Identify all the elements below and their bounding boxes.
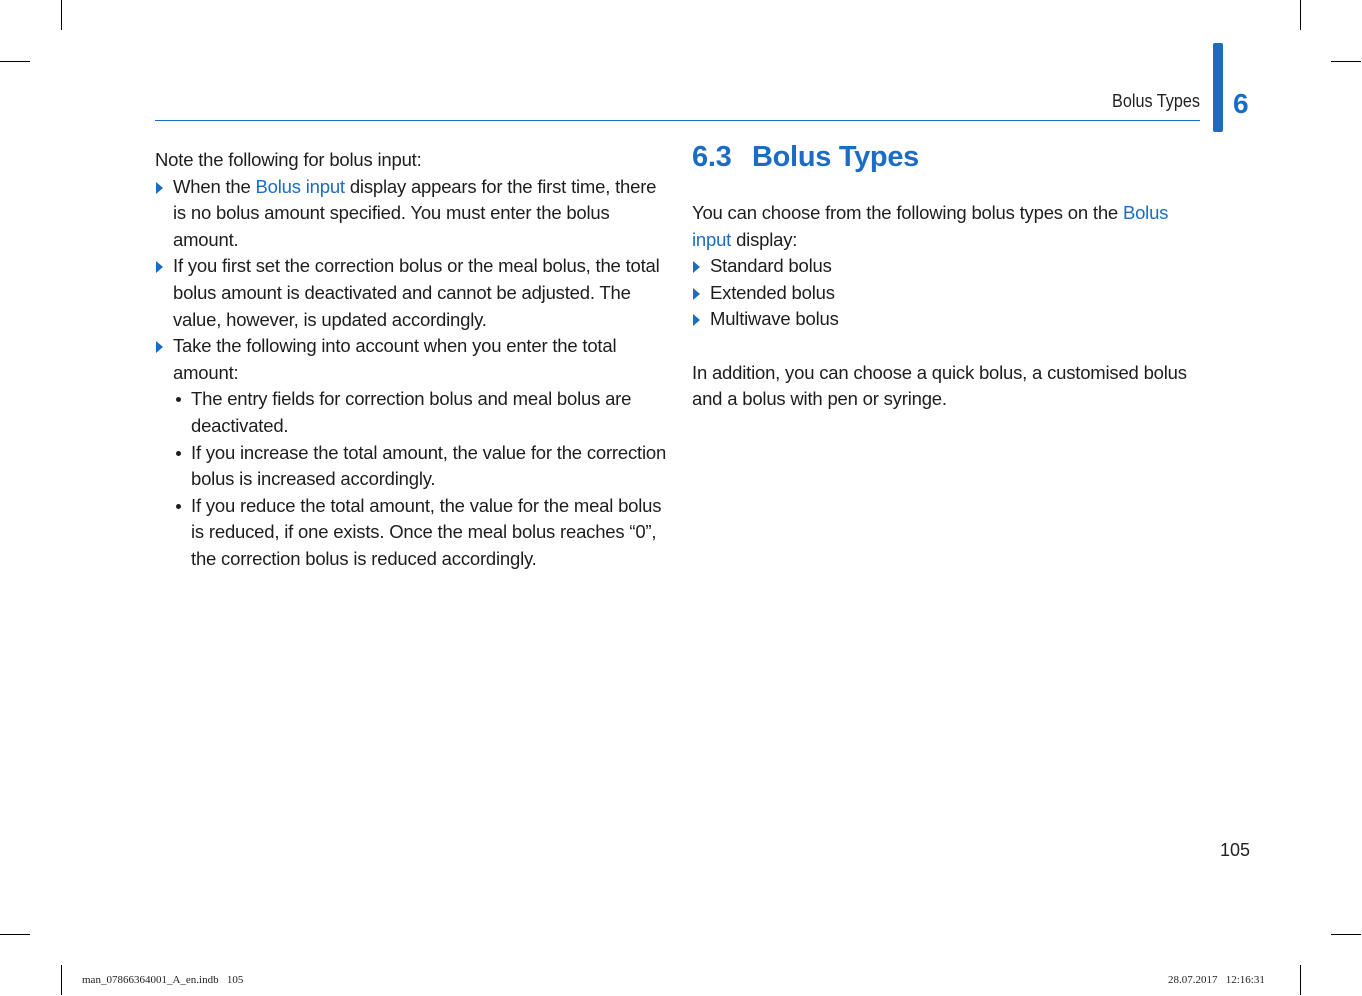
sub-list-item: The entry fields for correction bolus and meal bolus are deactivated. xyxy=(173,386,670,439)
header-rule xyxy=(155,120,1200,121)
dot-bullet-icon xyxy=(176,504,181,509)
crop-mark xyxy=(61,0,62,30)
dot-bullet-icon xyxy=(176,397,181,402)
crop-mark xyxy=(1331,934,1361,935)
bolus-input-notes xyxy=(155,174,670,573)
crop-mark xyxy=(1300,0,1301,30)
arrow-bullet-icon xyxy=(156,261,163,273)
chapter-number: 6 xyxy=(1233,88,1249,119)
crop-mark xyxy=(1300,965,1301,995)
intro-text: Note the following for bolus input: xyxy=(155,149,422,170)
bolus-types-list xyxy=(692,253,1212,333)
crop-mark xyxy=(1331,61,1361,62)
page-number: 105 xyxy=(1219,840,1250,860)
crop-mark xyxy=(61,965,62,995)
section-heading xyxy=(692,140,1212,174)
left-column xyxy=(155,147,670,573)
arrow-bullet-icon xyxy=(156,341,163,353)
list-item: If you first set the correction bolus or the meal bolus, the total bolus amount is deactivated and cannot be adjusted. The value, however, is updated accordingly. xyxy=(155,253,670,333)
total-amount-subitems xyxy=(173,386,670,572)
dot-bullet-icon xyxy=(176,451,181,456)
section-title: Bolus Types xyxy=(752,141,919,173)
sub-list-item: If you reduce the total amount, the value for the meal bolus is reduced, if one exists. Once the meal bolus reaches “0”, the correction bolus is reduced accordingly. xyxy=(173,493,670,573)
arrow-bullet-icon xyxy=(693,261,700,273)
arrow-bullet-icon xyxy=(693,314,700,326)
list-item: Standard bolus xyxy=(692,253,1212,280)
bolus-types-intro: You can choose from the following bolus types on the Bolus input display: xyxy=(692,202,1169,250)
arrow-bullet-icon xyxy=(156,182,163,194)
crop-mark xyxy=(0,934,30,935)
list-item: Take the following into account when you enter the total amount: The entry fields for correction bolus and meal bolus are deactivated. If you increase the total amount, the value for the correction bolus is increased accordingly. If you reduce the total amount, the value for the meal bolus is reduced, if one exists. Once the meal bolus reaches “0”, the correction bolus is reduced accordingly. xyxy=(155,333,670,572)
list-item: When the Bolus input display appears for the first time, there is no bolus amount specified. You must enter the bolus amount. xyxy=(155,174,670,254)
additional-bolus-text: In addition, you can choose a quick bolus, a customised bolus and a bolus with pen or syringe. xyxy=(692,361,1187,410)
bolus-input-term: Bolus input xyxy=(255,175,345,197)
bolus-input-term: Bolus input xyxy=(692,202,1169,250)
running-header-title: Bolus Types xyxy=(1112,91,1200,111)
section-number: 6.3 xyxy=(692,141,732,173)
list-item: Extended bolus xyxy=(692,280,1212,307)
print-slug-date: 28.07.2017 12:16:31 xyxy=(1168,974,1265,986)
print-slug-file: man_07866364001_A_en.indb 105 xyxy=(82,974,244,986)
sub-list-item: If you increase the total amount, the value for the correction bolus is increased accordingly. xyxy=(173,440,670,493)
right-column xyxy=(692,140,1212,413)
chapter-tab xyxy=(1213,43,1223,132)
arrow-bullet-icon xyxy=(693,288,700,300)
crop-mark xyxy=(0,61,30,62)
list-item: Multiwave bolus xyxy=(692,306,1212,333)
